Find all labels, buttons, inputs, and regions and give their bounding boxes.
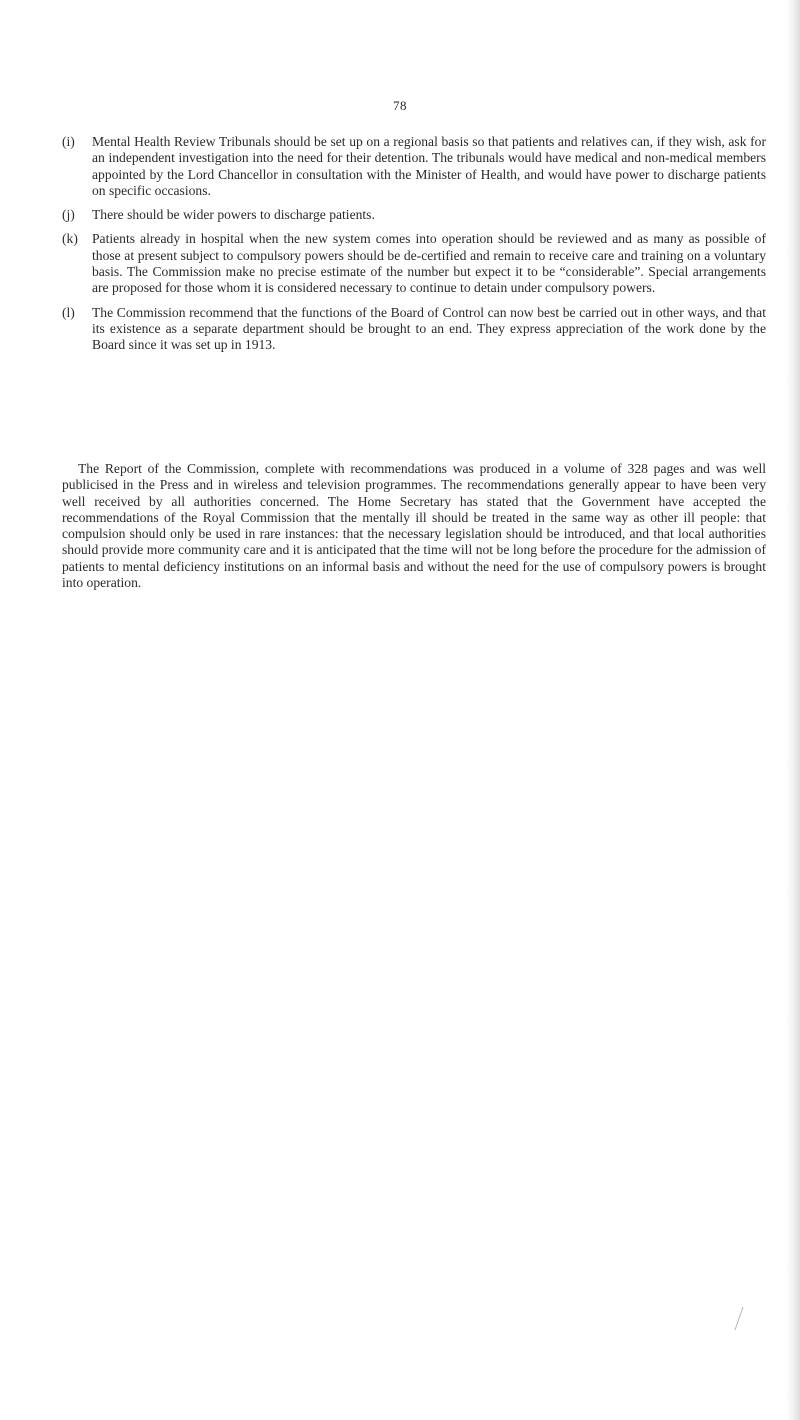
item-text: Patients already in hospital when the new system comes into operation should be reviewed and as many as possible of those at present subject to compulsory powers should be de-certified and remain to receive care and training on a voluntary basis. The Commission make no precise estimate of the number but expect it to be “considerable”. Special arrangements are proposed for those whom it is considered necessary to continue to detain under compulsory powers. [92, 231, 766, 296]
item-marker: (l) [62, 304, 75, 320]
item-text: Mental Health Review Tribunals should be set up on a regional basis so that patients and relatives can, if they wish, ask for an independent investigation into the need for their detention. The tribunals would have medical and non-medical members appointed by the Lord Chancellor in consultation with the Minister of Health, and would have power to discharge patients on specific occasions. [92, 134, 766, 198]
list-item [62, 305, 766, 354]
page-number: 78 [393, 98, 407, 113]
item-marker: (i) [62, 134, 75, 149]
list-item [62, 134, 766, 199]
item-marker: (j) [62, 207, 75, 223]
page-edge-shadow [786, 0, 800, 1420]
pencil-mark [733, 1306, 745, 1332]
recommendation-list [62, 134, 766, 362]
item-text: There should be wider powers to discharge patients. [92, 207, 375, 223]
closing-paragraph: The Report of the Commission, complete with recommendations was produced in a volume of 328 pages and was well publicised in the Press and in wireless and television programmes. The recommendations generally appear to have been very well received by all authorities concerned. The Home Secretary has stated that the Government have accepted the recommendations of the Royal Commission that the mentally ill should be treated in the same way as other ill people: that compulsion should only be used in rare instances: that the necessary legislation should be introduced, and that local authorities should provide more community care and it is anticipated that the time will not be long before the procedure for the admission of patients to mental deficiency institutions on an informal basis and without the need for the use of compulsory powers is brought into operation. [62, 461, 766, 591]
item-text: The Commission recommend that the functions of the Board of Control can now best be carried out in other ways, and that its existence as a separate department should be brought to an end. They express appreciation of the work done by the Board since it was set up in 1913. [92, 304, 766, 353]
item-marker: (k) [62, 231, 78, 247]
list-item [62, 207, 766, 223]
list-item [62, 231, 766, 296]
